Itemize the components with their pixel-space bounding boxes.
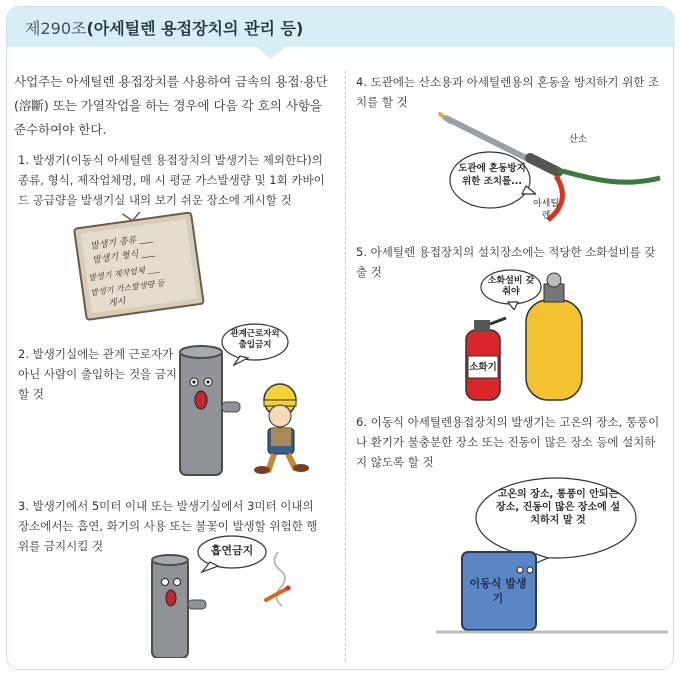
item-1: 1. 발생기(이동식 아세틸렌 용접장치의 발생기는 제외한다)의 종류, 형식, 제작업체명, 매 시 평균 가스발생량 및 1회 카바이드 공급량을 발생기실 내의 보기 쉬운 장소에 게시할 것 [18,153,325,207]
sign-line-3: 발생기 제작업체 ___ [87,263,160,283]
label-oxygen: 산소 [568,134,588,145]
label-acetylene: 아세틸렌 [532,199,560,221]
bubble-hose: 도관에 혼동방지위한 조치를... [458,163,526,187]
item-3: 3. 발생기에서 5미터 이내 또는 발생기실에서 3미터 이내의 장소에서는 흡연, 화기의 사용 또는 불꽃이 발생할 위험한 행위를 금지시킬 것 [18,499,318,553]
column-divider [345,71,346,661]
intro-paragraph: 사업주는 아세틸렌 용접장치를 사용하여 금속의 용접·용단(溶斷) 또는 가열작업을 하는 경우에 다음 각 호의 사항을 준수하여야 한다. [14,74,328,137]
generator-label: 이동식 발생기 [469,577,527,605]
item-5: 5. 아세틸렌 용접장치의 설치장소에는 적당한 소화설비를 갖출 것 [356,245,656,279]
sign-line-5: 게시 [107,296,127,310]
bubble-no-entry: 관계근로자외 출입금지 [230,329,280,350]
title-notch [257,47,285,59]
bubble-no-smoking: 흡연금지 [210,544,254,557]
article-number: 제290조 [25,18,87,38]
item-6: 6. 이동식 아세틸렌용접장치의 발생기는 고온의 장소, 통풍이나 환기가 불충분한 장소 또는 진동이 많은 장소 등에 설치하지 않도록 할 것 [356,415,660,469]
bubble-extinguisher: 소화설비 갖춰야 [487,276,535,297]
item-4: 4. 도관에는 산소용과 아세틸렌용의 혼동을 방지하기 위한 조치를 할 것 [356,75,660,109]
sign-line-4: 발생기 가스발생량 등 [89,278,166,298]
sign-line-2: 발생기 형식 ___ [91,247,156,266]
bubble-generator: 고온의 장소, 통풍이 안되는 장소, 진동이 많은 장소에 설치하지 말 것 [496,489,620,526]
article-title: (아세틸렌 용접장치의 관리 등) [86,18,304,38]
title-bar [7,7,675,47]
extinguisher-label: 소화기 [469,362,497,373]
item-2: 2. 발생기실에는 관계 근로자가 아닌 사람이 출입하는 것을 금지할 것 [18,347,178,401]
sign-line-1: 발생기 종류 ___ [89,233,154,252]
